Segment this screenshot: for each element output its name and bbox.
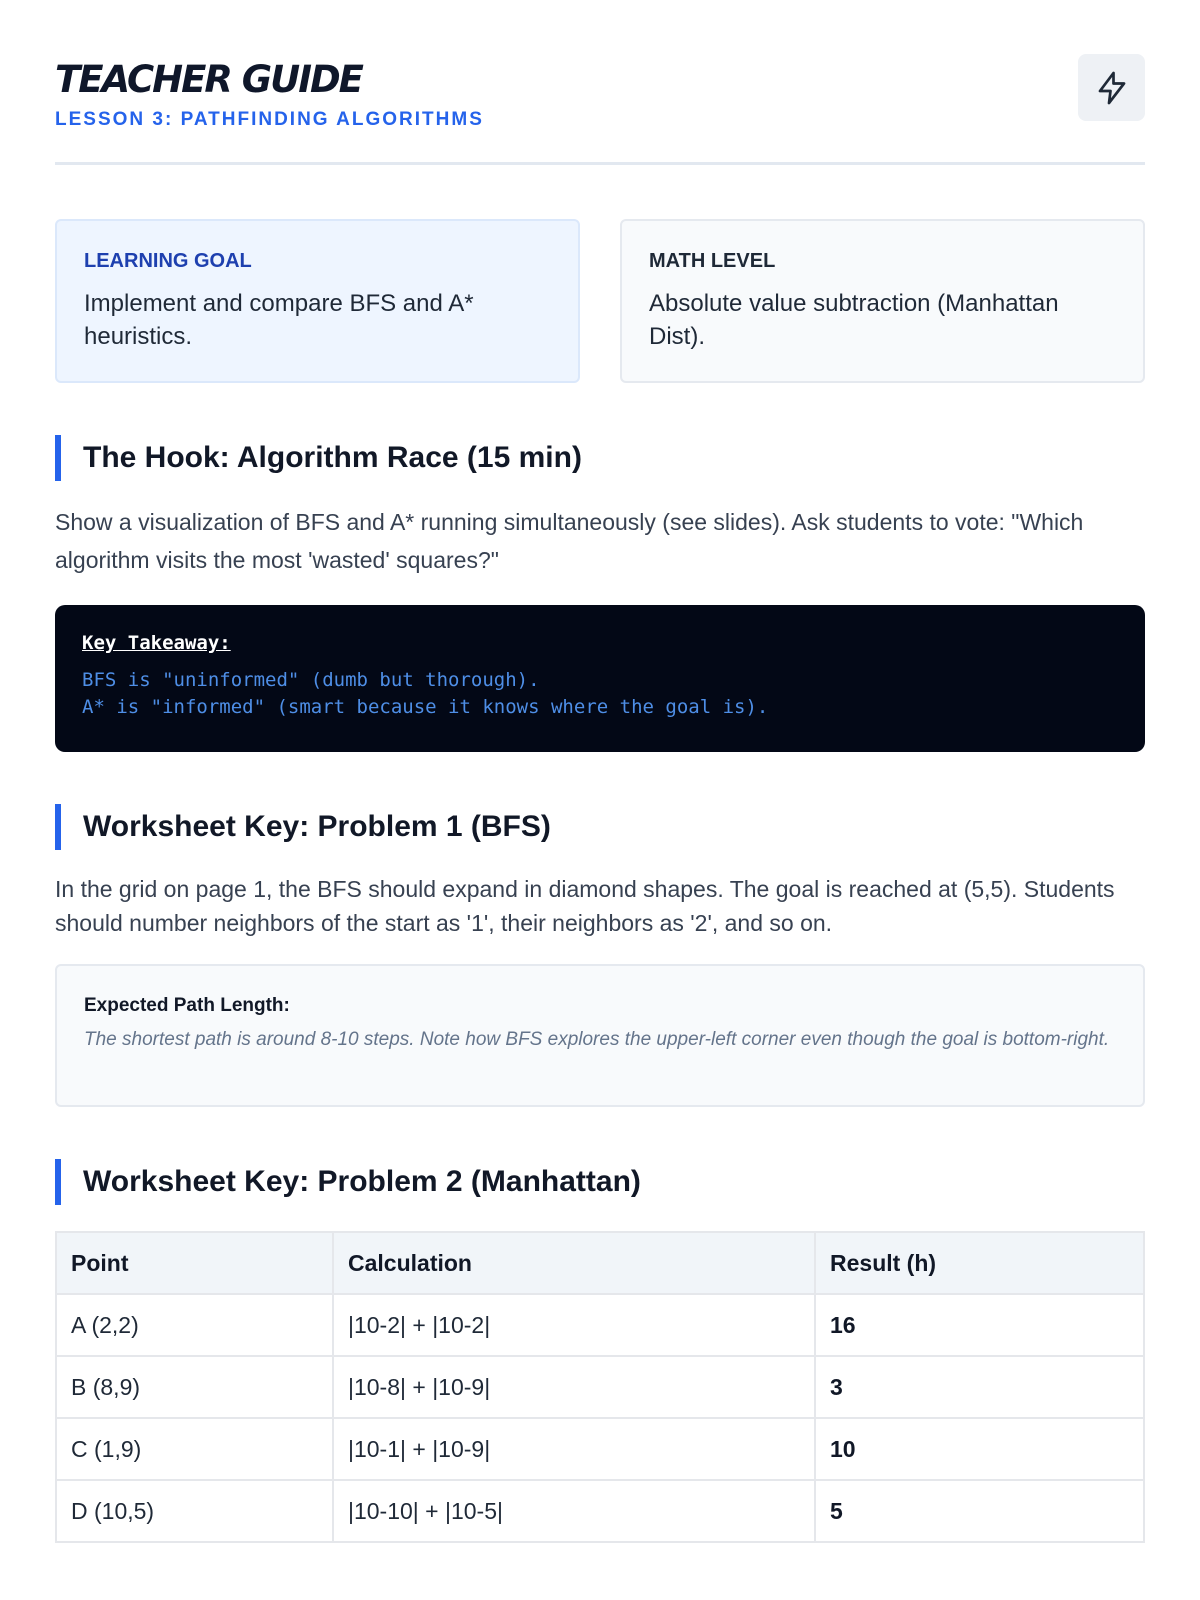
problem1-text: In the grid on page 1, the BFS should expand in diamond shapes. The goal is reached at (5,5). Students should number neighbors of the start as '1', their neighbors as '2', and so on. — [55, 876, 1115, 936]
cell-point: C (1,9) — [56, 1418, 333, 1480]
cell-calculation: |10-2| + |10-2| — [333, 1294, 815, 1356]
cell-point: D (10,5) — [56, 1480, 333, 1542]
info-cards — [55, 219, 1145, 383]
expected-path-note — [55, 964, 1145, 1107]
cell-result: 10 — [815, 1418, 1144, 1480]
table-header-row — [56, 1232, 1144, 1294]
cell-result: 16 — [815, 1294, 1144, 1356]
cell-calculation: |10-10| + |10-5| — [333, 1480, 815, 1542]
table-row — [56, 1418, 1144, 1480]
cell-point: A (2,2) — [56, 1294, 333, 1356]
key-takeaway-title: Key Takeaway: — [82, 632, 231, 654]
cell-calculation: |10-8| + |10-9| — [333, 1356, 815, 1418]
lightning-bolt-button[interactable] — [1078, 54, 1145, 121]
table-row — [56, 1294, 1144, 1356]
column-header-point: Point — [56, 1232, 333, 1294]
table-row — [56, 1480, 1144, 1542]
lightning-bolt-icon — [1094, 70, 1130, 106]
learning-goal-card — [55, 219, 580, 383]
math-level-card — [620, 219, 1145, 383]
learning-goal-text: Implement and compare BFS and A* heuristics. — [84, 290, 474, 350]
math-level-text: Absolute value subtraction (Manhattan Dist). — [649, 290, 1059, 350]
page-header — [55, 0, 1145, 165]
column-header-calculation: Calculation — [333, 1232, 815, 1294]
column-header-result: Result (h) — [815, 1232, 1144, 1294]
problem2-heading: Worksheet Key: Problem 2 (Manhattan) — [55, 1159, 1145, 1205]
manhattan-table — [55, 1231, 1145, 1543]
lesson-subtitle: LESSON 3: PATHFINDING ALGORITHMS — [55, 109, 484, 130]
math-level-label: MATH LEVEL — [649, 250, 776, 272]
expected-path-text: The shortest path is around 8-10 steps. Note how BFS explores the upper-left corner even though the goal is bottom-right. — [84, 1029, 1110, 1050]
learning-goal-label: LEARNING GOAL — [84, 250, 252, 272]
cell-calculation: |10-1| + |10-9| — [333, 1418, 815, 1480]
problem1-heading: Worksheet Key: Problem 1 (BFS) — [55, 804, 1145, 850]
expected-path-label: Expected Path Length: — [84, 995, 290, 1016]
cell-result: 3 — [815, 1356, 1144, 1418]
key-takeaway-block — [55, 605, 1145, 752]
hook-text: Show a visualization of BFS and A* running simultaneously (see slides). Ask students to vote: "Which algorithm visits the most 'wasted' squares?" — [55, 509, 1084, 573]
cell-point: B (8,9) — [56, 1356, 333, 1418]
takeaway-line-bfs: BFS is "uninformed" (dumb but thorough). — [82, 669, 540, 691]
page-title: TEACHER GUIDE — [55, 58, 362, 101]
takeaway-line-astar: A* is "informed" (smart because it knows where the goal is). — [82, 696, 769, 718]
cell-result: 5 — [815, 1480, 1144, 1542]
hook-heading: The Hook: Algorithm Race (15 min) — [55, 435, 1145, 481]
table-row — [56, 1356, 1144, 1418]
